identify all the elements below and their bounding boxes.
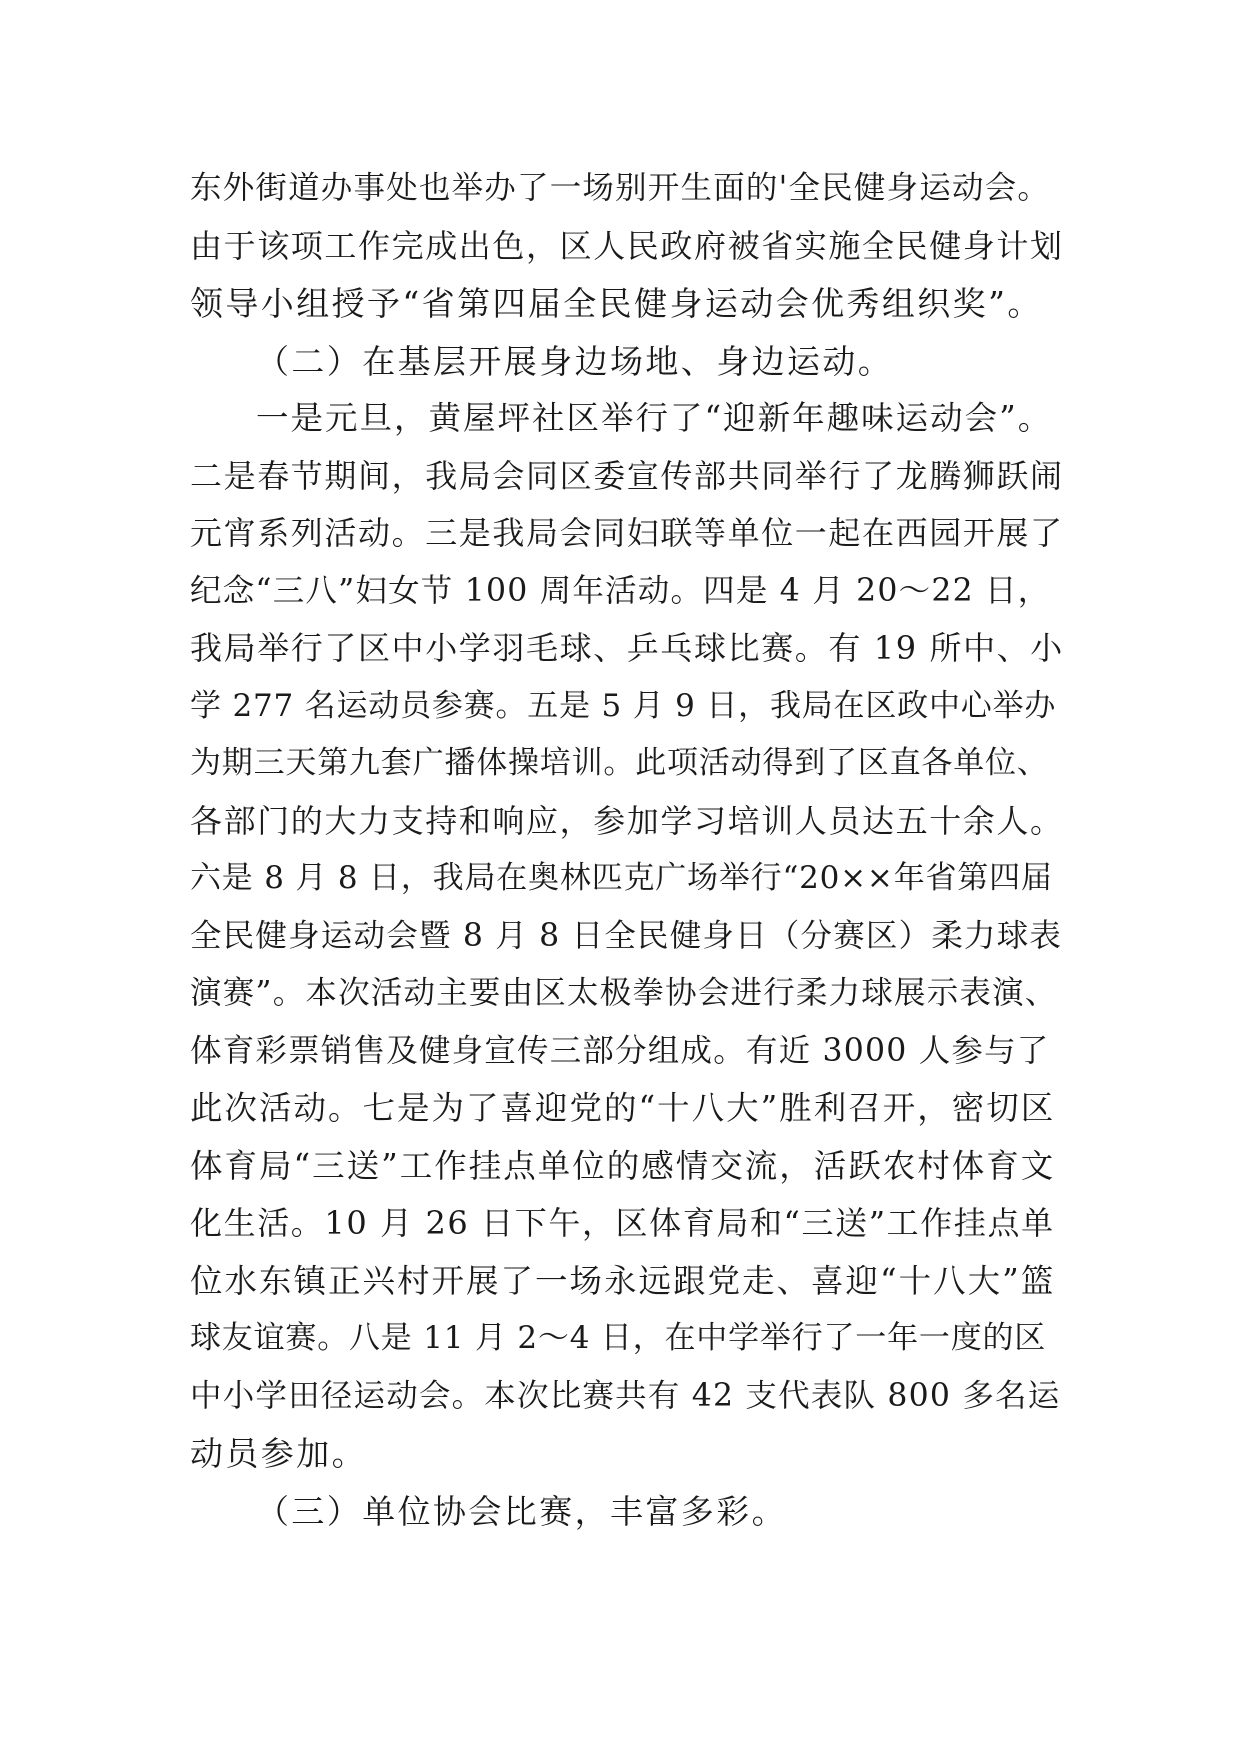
text-line: 学 277 名运动员参赛。五是 5 月 9 日，我局在区政中心举办 bbox=[190, 687, 1057, 724]
text-line: 为期三天第九套广播体操培训。此项活动得到了区直各单位、 bbox=[190, 745, 1049, 781]
text-line: 化生活。10 月 26 日下午，区体育局和“三送”工作挂点单 bbox=[190, 1204, 1055, 1242]
text-line: 球友谊赛。八是 11 月 2～4 日，在中学举行了一年一度的区 bbox=[190, 1320, 1047, 1356]
text-line: 全民健身运动会暨 8 月 8 日全民健身日（分赛区）柔力球表 bbox=[190, 917, 1063, 954]
text-line: 各部门的大力支持和响应，参加学习培训人员达五十余人。 bbox=[190, 801, 1064, 840]
text-line: 纪念“三八”妇女节 100 周年活动。四是 4 月 20～22 日， bbox=[190, 572, 1051, 609]
text-line: 我局举行了区中小学羽毛球、乒乓球比赛。有 19 所中、小 bbox=[190, 629, 1064, 667]
text-line: 一是元旦，黄屋坪社区举行了“迎新年趣味运动会”。 bbox=[256, 399, 1053, 437]
text-line: 六是 8 月 8 日，我局在奥林匹克广场举行“20××年省第四届 bbox=[190, 860, 1053, 896]
text-line: 体育局“三送”工作挂点单位的感情交流，活跃农村体育文 bbox=[190, 1146, 1056, 1185]
text-line: 位水东镇正兴村开展了一场永远跟党走、喜迎“十八大”篮 bbox=[190, 1261, 1056, 1300]
text-line: 中小学田径运动会。本次比赛共有 42 支代表队 800 多名运 bbox=[190, 1377, 1061, 1414]
text-line: 动员参加。 bbox=[190, 1434, 367, 1473]
text-line: 此次活动。七是为了喜迎党的“十八大”胜利召开，密切区 bbox=[190, 1089, 1056, 1127]
text-line: 体育彩票销售及健身宣传三部分组成。有近 3000 人参与了 bbox=[190, 1032, 1050, 1069]
text-line: 领导小组授予“省第四届全民健身运动会优秀组织奖”。 bbox=[190, 284, 1043, 323]
section-heading: （三）单位协会比赛，丰富多彩。 bbox=[256, 1491, 787, 1531]
text-line: 元宵系列活动。三是我局会同妇联等单位一起在西园开展了 bbox=[190, 514, 1064, 552]
text-line: 二是春节期间，我局会同区委宣传部共同举行了龙腾狮跃闹 bbox=[190, 456, 1064, 495]
body-text bbox=[190, 160, 1070, 1540]
section-heading: （二）在基层开展身边场地、身边运动。 bbox=[256, 341, 894, 381]
text-line: 由于该项工作完成出色，区人民政府被省实施全民健身计划 bbox=[190, 226, 1064, 265]
text-line: 演赛”。本次活动主要由区太极拳协会进行柔力球展示表演、 bbox=[190, 975, 1058, 1011]
text-line: 东外街道办事处也举办了一场别开生面的'全民健身运动会。 bbox=[190, 170, 1051, 206]
